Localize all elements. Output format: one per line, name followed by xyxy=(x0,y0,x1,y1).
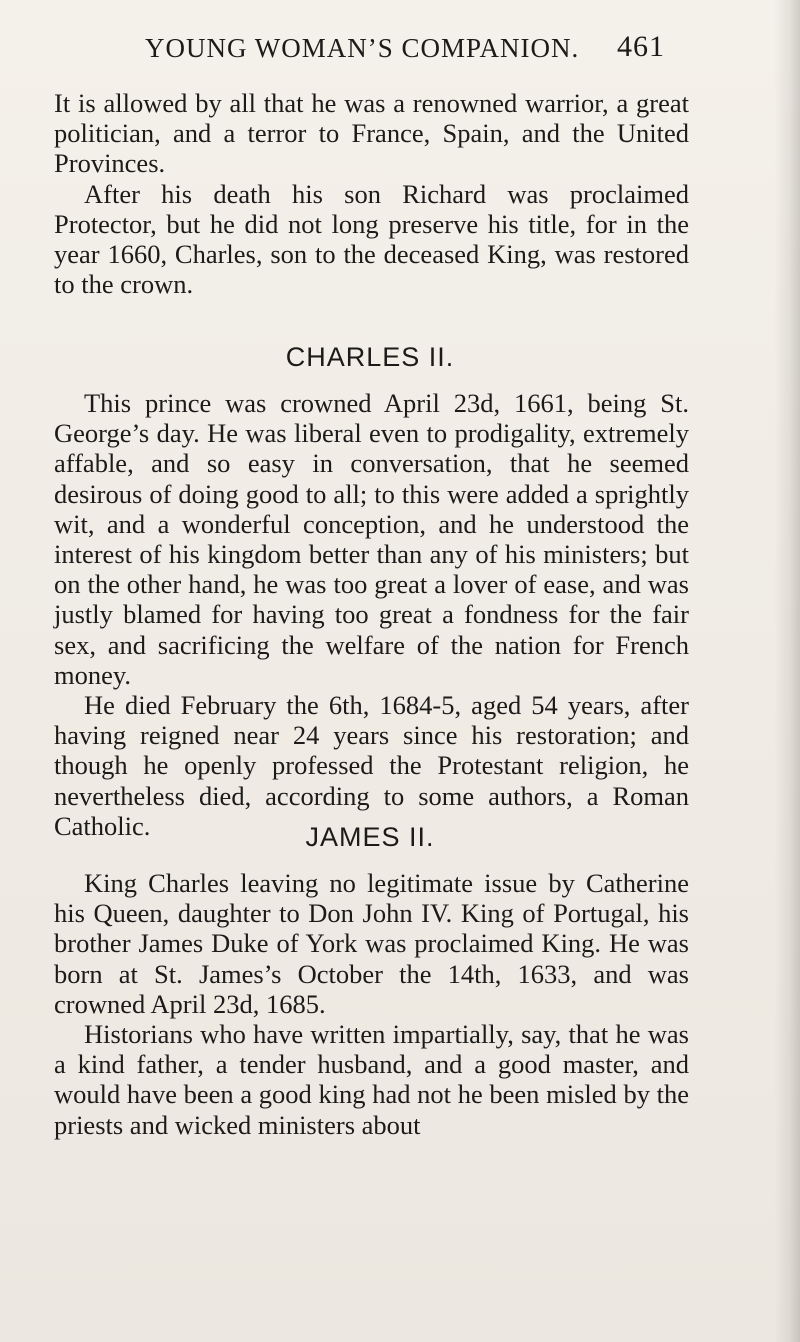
section-heading-james-ii: JAMES II. xyxy=(305,822,435,852)
section-heading-charles-ii: CHARLES II. xyxy=(285,342,455,372)
charles-ii-paragraph-2: He died February the 6th, 1684-5, aged 54 years, after having reigned near 24 years since his restoration; and though he openly professed the Protestant religion, he nevertheless died, according to some authors, a Roman Catholic. xyxy=(54,690,689,841)
charles-ii-paragraph-1: This prince was crowned April 23d, 1661, being St. George’s day. He was liberal even to prodigality, extremely affable, and so easy in conversation, that he seemed desirous of doing good to all; to this were added a sprightly wit, and a wonderful conception, and he understood the interest of his kingdom better than any of his ministers; but on the other hand, he was too great a lover of ease, and was justly blamed for having too great a fondness for the fair sex, and sacrificing the welfare of the nation for French money. xyxy=(54,388,689,690)
running-head xyxy=(145,30,665,73)
charles-ii-text-block xyxy=(54,388,689,841)
james-ii-paragraph-2: Historians who have written impartially, say, that he was a kind father, a tender husband, and a good master, and would have been a good king had not he been misled by the priests and wicked ministers about xyxy=(54,1019,689,1140)
page-number: 461 xyxy=(617,30,665,63)
page-edge-shadow xyxy=(774,0,800,1342)
running-title: YOUNG WOMAN’S COMPANION. xyxy=(145,33,580,63)
james-ii-paragraph-1: King Charles leaving no legitimate issue by Catherine his Queen, daughter to Don John IV. King of Portugal, his brother James Duke of York was proclaimed King. He was born at St. James’s October the 14th, 1633, and was crowned April 23d, 1685. xyxy=(54,868,689,1019)
opening-text-block xyxy=(54,88,689,299)
james-ii-text-block xyxy=(54,868,689,1140)
opening-paragraph: It is allowed by all that he was a renowned warrior, a great politician, and a terror to France, Spain, and the United Provinces. xyxy=(54,88,689,179)
richard-paragraph: After his death his son Richard was proclaimed Protector, but he did not long preserve his title, for in the year 1660, Charles, son to the deceased King, was restored to the crown. xyxy=(54,178,689,300)
